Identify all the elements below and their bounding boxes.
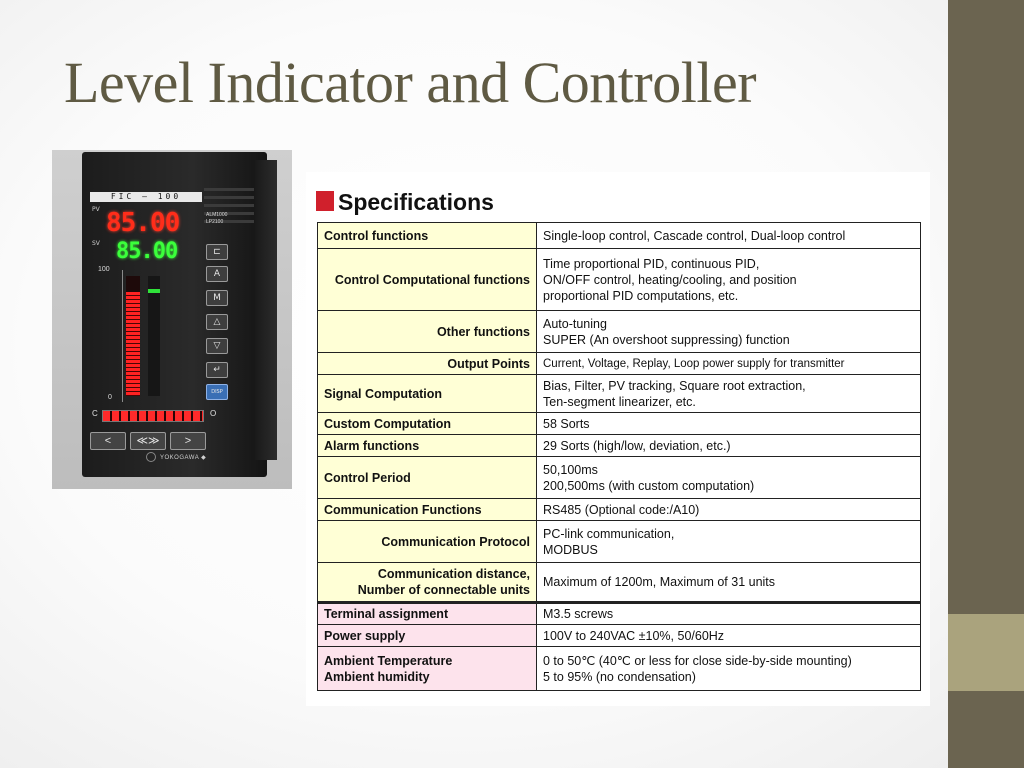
sv-label: SV [92,240,100,247]
scale-line [122,270,123,402]
pv-bargraph-off [126,276,140,292]
spec-key: Output Points [318,353,537,375]
slide-sidebar-accent [948,614,1024,691]
spec-key: Control Computational functions [318,249,537,311]
vent-slot [204,196,254,199]
output-led-row [102,410,204,422]
spec-key-line: Ambient Temperature [324,653,453,668]
spec-value: PC-link communication, MODBUS [537,521,921,563]
sv-marker [148,289,160,293]
enter-button[interactable]: ↵ [206,362,228,378]
spec-key: Power supply [318,625,537,647]
pv-label: PV [92,206,100,213]
spec-key: Terminal assignment [318,603,537,625]
spec-key [318,563,537,603]
red-square-icon [316,191,334,211]
table-row [318,603,921,625]
spec-value: Single-loop control, Cascade control, Dual-loop control [537,223,921,249]
controller-body [82,152,267,477]
nav-left-button[interactable]: < [90,432,126,450]
spec-value: RS485 (Optional code:/A10) [537,499,921,521]
down-arrow-button[interactable]: ▽ [206,338,228,354]
scale-max: 100 [98,266,110,273]
mode-button[interactable]: ⊏ [206,244,228,260]
spec-value: Maximum of 1200m, Maximum of 31 units [537,563,921,603]
table-row [318,353,921,375]
table-row [318,521,921,563]
spec-value: 50,100ms 200,500ms (with custom computation) [537,457,921,499]
up-arrow-button[interactable]: △ [206,314,228,330]
spec-value: Time proportional PID, continuous PID, ON/OFF control, heating/cooling, and position proportional PID computations, etc. [537,249,921,311]
nav-right-button[interactable]: > [170,432,206,450]
controller-side-panel [255,160,277,460]
led-left-label: C [92,409,98,418]
vent-slot [204,204,254,207]
table-row [318,435,921,457]
table-row [318,625,921,647]
brand-logo-icon [146,452,156,462]
manual-button[interactable]: M [206,290,228,306]
spec-key: Alarm functions [318,435,537,457]
spec-value: Bias, Filter, PV tracking, Square root extraction, Ten-segment linearizer, etc. [537,375,921,413]
table-row [318,647,921,691]
spec-value: M3.5 screws [537,603,921,625]
table-row [318,311,921,353]
alarm-text-1: ALM1000 [206,212,228,218]
specifications-title: Specifications [338,189,494,215]
spec-value: 58 Sorts [537,413,921,435]
auto-button[interactable]: A [206,266,228,282]
table-row [318,413,921,435]
table-row [318,375,921,413]
spec-key: Communication Protocol [318,521,537,563]
spec-value: Current, Voltage, Replay, Loop power supply for transmitter [537,353,921,375]
spec-key-line: Ambient humidity [324,669,430,684]
scale-min: 0 [108,394,112,401]
spec-key-line: Number of connectable units [357,583,530,597]
spec-value: Auto-tuning SUPER (An overshoot suppressing) function [537,311,921,353]
vent-slot [204,188,254,191]
spec-key: Control Period [318,457,537,499]
spec-key: Other functions [318,311,537,353]
spec-value: 29 Sorts (high/low, deviation, etc.) [537,435,921,457]
specifications-panel [306,172,930,706]
tag-label: FIC – 100 [90,192,202,202]
nav-shift-button[interactable]: ≪≫ [130,432,166,450]
sv-bargraph [148,276,160,396]
led-right-label: O [210,409,217,418]
spec-key: Custom Computation [318,413,537,435]
pv-bargraph [126,276,140,396]
disp-button[interactable]: DISP [206,384,228,400]
table-row [318,457,921,499]
specifications-table [317,222,921,691]
spec-key: Communication Functions [318,499,537,521]
spec-value: 0 to 50℃ (40℃ or less for close side-by-side mounting) 5 to 95% (no condensation) [537,647,921,691]
spec-key [318,647,537,691]
controller-photo [52,150,292,489]
spec-key-line: Communication distance, [377,567,530,581]
spec-value: 100V to 240VAC ±10%, 50/60Hz [537,625,921,647]
slide-title: Level Indicator and Controller [64,50,757,115]
table-row [318,249,921,311]
brand-name: YOKOGAWA ◆ [160,455,207,461]
alarm-text-2: LP2100 [206,219,224,225]
spec-key: Signal Computation [318,375,537,413]
table-row [318,563,921,603]
table-row [318,499,921,521]
alarm-indicator [206,212,227,226]
table-row [318,223,921,249]
sv-display: 85.00 [116,239,178,264]
pv-display: 85.00 [106,208,180,238]
spec-key: Control functions [318,223,537,249]
